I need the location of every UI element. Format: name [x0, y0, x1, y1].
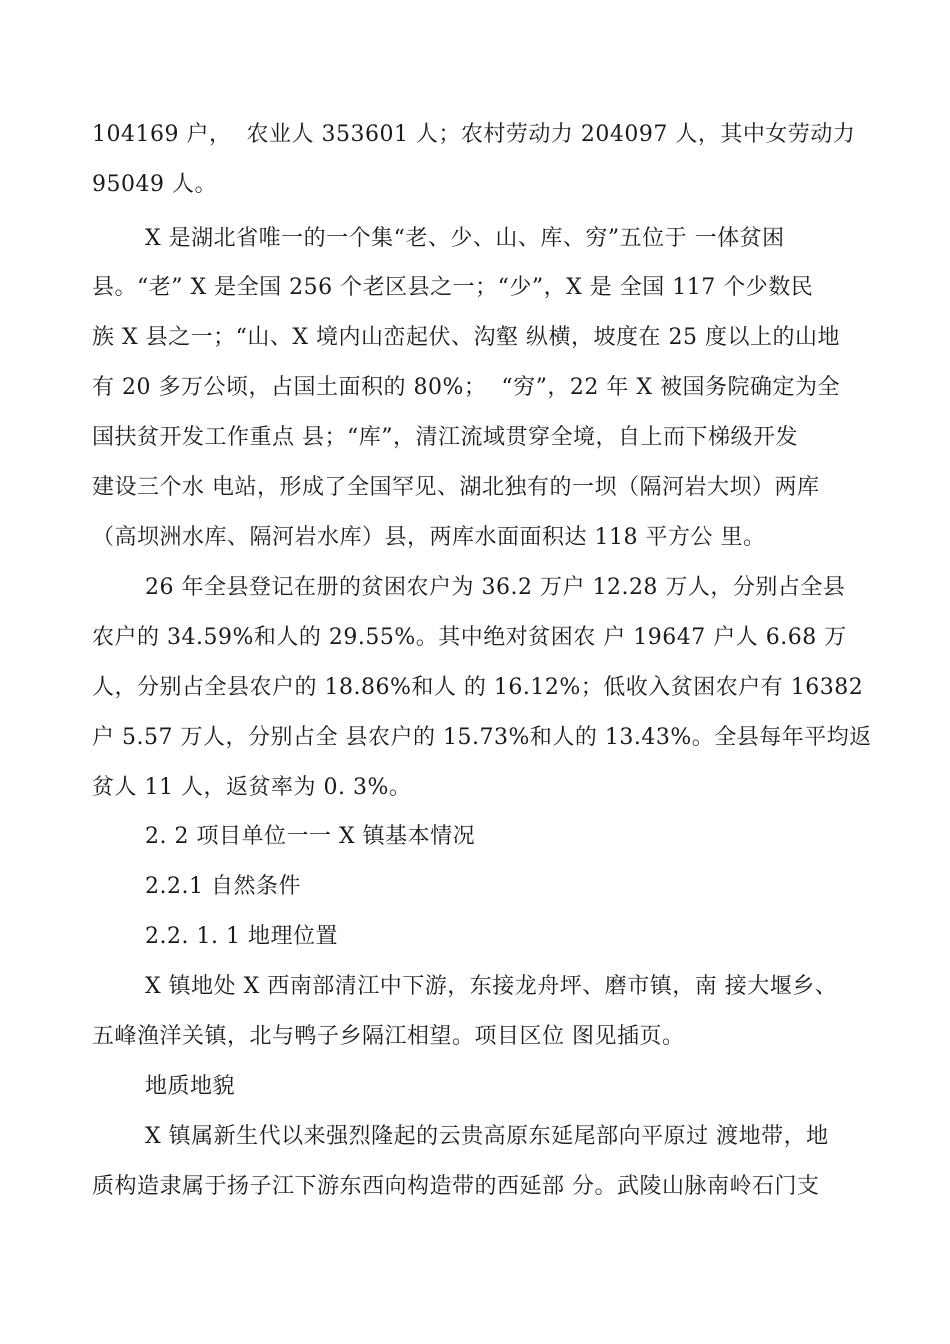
text-line: 人，分别占全县农户的 18.86%和人 的 16.12%；低收入贫困农户有 16382 — [92, 675, 864, 700]
text-line: X 镇属新生代以来强烈隆起的云贵高原东延尾部向平原过 渡地带，地 — [145, 1124, 829, 1149]
section-heading: 地质地貌 — [145, 1074, 236, 1099]
text-line: 县。“老” X 是全国 256 个老区县之一；“少”，X 是 全国 117 个少数民 — [92, 275, 814, 300]
section-heading: 2. 2 项目单位一一 X 镇基本情况 — [145, 824, 476, 849]
text-line: 户 5.57 万人，分别占全 县农户的 15.73%和人的 13.43%。全县每年平均返 — [92, 725, 872, 750]
text-line: （高坝洲水库、隔河岩水库）县，两库水面面积达 118 平方公 里。 — [92, 525, 766, 550]
text-line: 104169 户， 农业人 353601 人；农村劳动力 204097 人，其中女劳动力 — [92, 122, 856, 147]
text-line: 五峰渔洋关镇，北与鸭子乡隔江相望。项目区位 图见插页。 — [92, 1024, 685, 1049]
text-line: 贫人 11 人，返贫率为 0. 3%。 — [92, 775, 412, 800]
text-line: 族 X 县之一；“山、X 境内山峦起伏、沟壑 纵横，坡度在 25 度以上的山地 — [92, 325, 841, 350]
text-line: X 镇地处 X 西南部清江中下游，东接龙舟坪、磨市镇，南 接大堰乡、 — [145, 974, 838, 999]
text-line: 国扶贫开发工作重点 县；“库”，清江流域贯穿全境，自上而下梯级开发 — [92, 425, 798, 450]
text-line: 26 年全县登记在册的贫困农户为 36.2 万户 12.28 万人，分别占全县 — [145, 575, 846, 600]
text-line: 95049 人。 — [92, 172, 217, 197]
text-line: 质构造隶属于扬子江下游东西向构造带的西延部 分。武陵山脉南岭石门支 — [92, 1174, 820, 1199]
text-line: X 是湖北省唯一的一个集“老、少、山、库、穷”五位于 一体贫困 — [145, 226, 785, 251]
section-heading: 2.2.1 自然条件 — [145, 874, 301, 899]
text-line: 有 20 多万公顷，占国土面积的 80%； “穷”，22 年 X 被国务院确定为全 — [92, 375, 840, 400]
text-line: 建设三个水 电站，形成了全国罕见、湖北独有的一坝（隔河岩大坝）两库 — [92, 475, 820, 500]
text-line: 农户的 34.59%和人的 29.55%。其中绝对贫困农 户 19647 户人 6.68 万 — [92, 625, 847, 650]
section-heading: 2.2. 1. 1 地理位置 — [145, 924, 338, 949]
